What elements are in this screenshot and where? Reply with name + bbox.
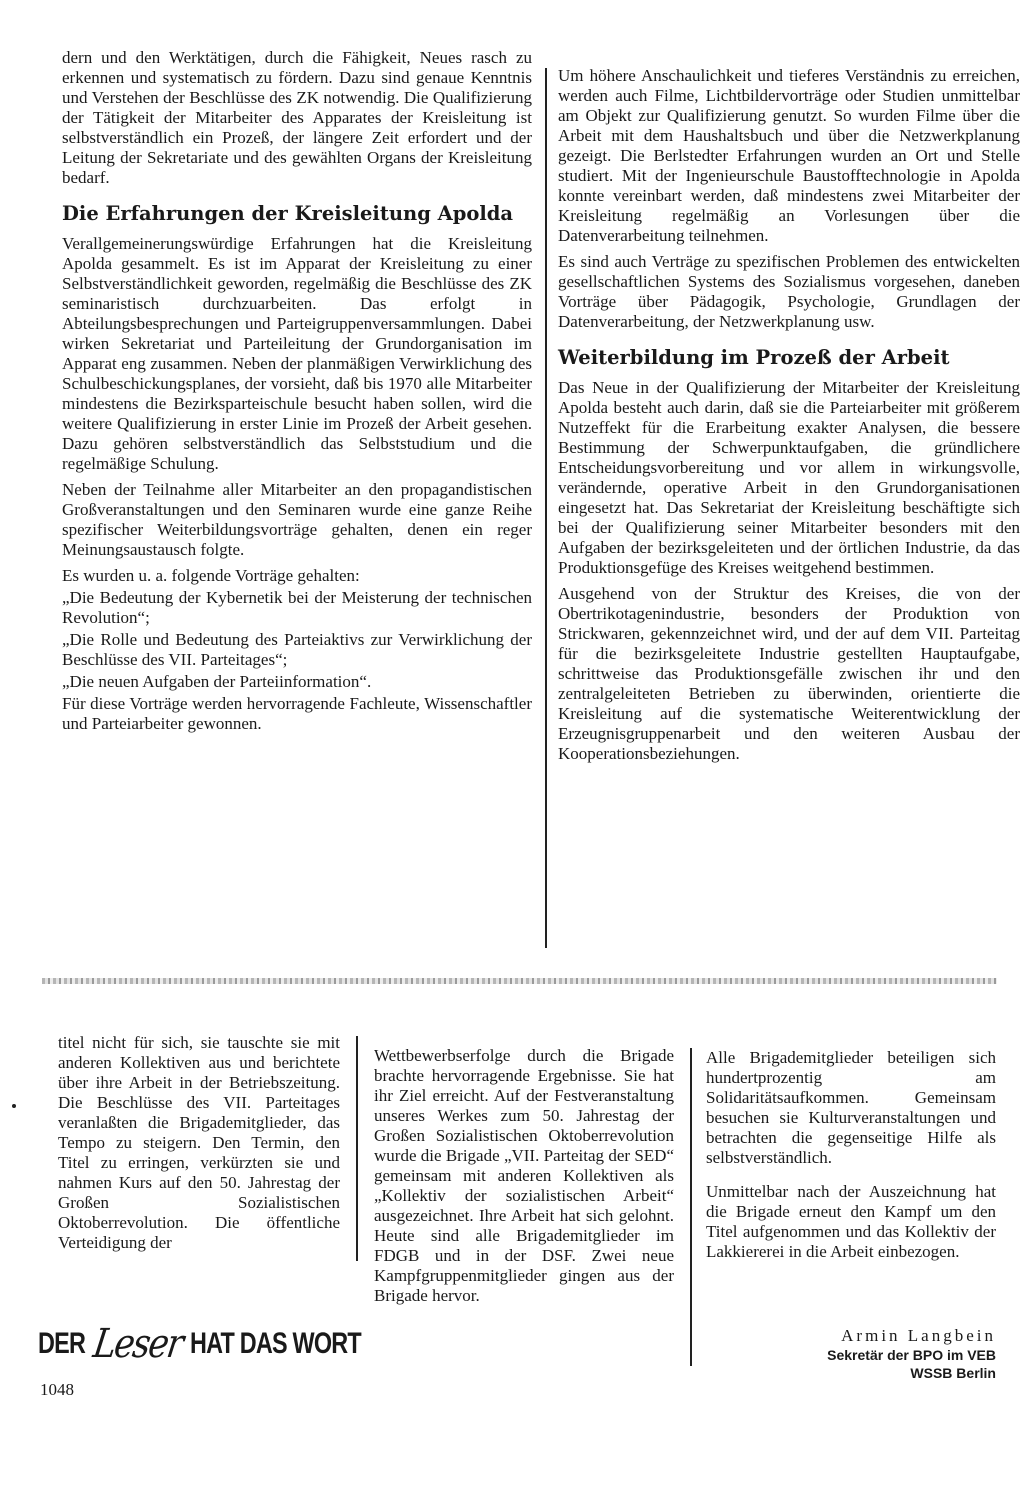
section-heading-weiterbildung: Weiterbildung im Prozeß der Arbeit bbox=[558, 346, 950, 369]
column-rule bbox=[545, 68, 547, 948]
article-paragraph: Das Neue in der Qualifizierung der Mitarbeiter der Kreisleitung Apolda besteht auch darin, daß sie die Parteiarbeiter mit größerem Nutzeffekt für die Erarbeitung exakter Analysen, die bessere Bestimmung der Schwerpunktaufgaben, die gründlichere Entscheidungsvorbereitung und vor allem in wirkungsvolle, verändernde, operative Arbeit in den Grundorganisationen eingesetzt hat. Das Sekretariat der Kreisleitung beschäftigte sich bei der Qualifizierung seiner Mitarbeiter besonders mit den Aufgaben der bezirksgeleiteten und der örtlichen Industrie, da das Produktionsgefüge des Kreises weitgehend bestimmen. bbox=[558, 378, 1020, 577]
article-paragraph: Neben der Teilnahme aller Mitarbeiter an den propagandistischen Großveranstaltungen und den Seminaren wurde eine ganze Reihe spezifischer Weiterbildungsvorträge gehalten, denen ein reger Meinungsaustausch folgte. bbox=[62, 480, 532, 559]
section-heading-apolda: Die Erfahrungen der Kreisleitung Apolda bbox=[62, 202, 514, 225]
article-paragraph: Für diese Vorträge werden hervorragende Fachleute, Wissenschaftler und Parteiarbeiter gewonnen. bbox=[62, 694, 532, 733]
lecture-quote: „Die Rolle und Bedeutung des Parteiaktivs zur Verwirklichung der Beschlüsse des VII. Parteitages“; bbox=[62, 630, 532, 669]
letter-paragraph: Alle Brigademitglieder beteiligen sich hundertprozentig am Solidaritätsaufkommen. Gemeinsam besuchen sie Kulturveranstaltungen und betrachten die gegenseitige Hilfe als selbstverständlich. bbox=[706, 1048, 996, 1167]
article-paragraph: Es wurden u. a. folgende Vorträge gehalten: bbox=[62, 566, 360, 585]
article-intro-paragraph: dern und den Werktätigen, durch die Fähigkeit, Neues rasch zu erkennen und systematisch zu fördern. Dazu sind genaue Kenntnis und Verstehen der Beschlüsse des ZK notwendig. Die Qualifizierung der Tätigkeit der Mitarbeiter des Apparates der Kreisleitung ist selbstverständlich ein Prozeß, der längere Zeit erfordert und der Leitung der Sekretariate und des gewählten Organs der Kreisleitung bedarf. bbox=[62, 48, 532, 187]
author-role: Sekretär der BPO im VEB bbox=[827, 1347, 996, 1363]
lecture-quote: „Die neuen Aufgaben der Parteiinformation“. bbox=[62, 672, 372, 691]
logo-hat-das-wort: HAT DAS WORT bbox=[189, 1327, 361, 1360]
leser-hat-das-wort-logo bbox=[38, 1316, 361, 1372]
letter-paragraph: Wettbewerbserfolge durch die Brigade brachte hervorragende Ergebnisse. Sie hat ihr Ziel erreicht. Auf der Festveranstaltung unseres Werkes zum 50. Jahrestag der Großen Sozialistischen Oktoberrevolution wurde die Brigade „VII. Parteitag der SED“ gemeinsam mit anderen Kollektiven als „Kollektiv der sozialistischen Arbeit“ ausgezeichnet. Ihre Arbeit hat sich gelohnt. Heute sind alle Brigademitglieder im FDGB und in der DSF. Zwei neue Kampfgruppenmitglieder gingen aus der Brigade hervor. bbox=[374, 1046, 674, 1305]
article-column-left bbox=[62, 48, 532, 740]
signature-block bbox=[706, 1326, 996, 1382]
column-rule bbox=[356, 1036, 358, 1261]
article-column-right bbox=[558, 66, 1020, 770]
article-paragraph: Ausgehend von der Struktur des Kreises, die von der Obertrikotagenindustrie, besonders der Produktion von Strickwaren, gekennzeichnet wird, und der auf dem VII. Parteitag für die bezirksgeleitete Industrie gestellten Hauptaufgabe, schrittweise das Produktionsgefälle zwischen ihr und den zentralgeleiteten Betrieben zu überwinden, orientierte die Kreisleitung auf die systematische Weiterentwicklung der Erzeugnisgruppenarbeit und den weiteren Ausbau der Kooperationsbeziehungen. bbox=[558, 584, 1020, 763]
logo-leser-script: Leser bbox=[90, 1321, 186, 1367]
letter-column-3 bbox=[706, 1048, 996, 1268]
page-number: 1048 bbox=[40, 1380, 74, 1399]
lecture-quote: „Die Bedeutung der Kybernetik bei der Meisterung der technischen Revolution“; bbox=[62, 588, 532, 627]
margin-dot bbox=[12, 1104, 16, 1108]
author-organization: WSSB Berlin bbox=[910, 1365, 996, 1381]
letter-column-1 bbox=[58, 1033, 340, 1259]
section-divider bbox=[42, 978, 997, 984]
article-paragraph: Es sind auch Verträge zu spezifischen Problemen des entwickelten gesellschaftlichen Systems des Sozialismus vorgesehen, daneben Vorträge über Pädagogik, Psychologie, Grundlagen der Datenverarbeitung, der Netzwerkplanung usw. bbox=[558, 252, 1020, 331]
column-rule bbox=[690, 1048, 692, 1366]
author-name: Armin Langbein bbox=[841, 1326, 996, 1345]
letter-column-2 bbox=[374, 1046, 674, 1312]
letter-paragraph: Unmittelbar nach der Auszeichnung hat die Brigade erneut den Kampf um den Titel aufgenommen und das Kollektiv der Lakkiererei in die Arbeit einbezogen. bbox=[706, 1182, 996, 1261]
logo-der: DER bbox=[38, 1327, 86, 1360]
letter-paragraph: titel nicht für sich, sie tauschte sie mit anderen Kollektiven aus und berichtete über ihre Arbeit in der Betriebszeitung. Die Beschlüsse des VII. Parteitages veranlaßten die Brigademitglieder, das Tempo zu steigern. Den Termin, den Titel zu erringen, verkürzten sie und nahmen Kurs auf den 50. Jahrestag der Großen Sozialistischen Oktoberrevolution. Die öffentliche Verteidigung der bbox=[58, 1033, 340, 1252]
article-paragraph: Verallgemeinerungswürdige Erfahrungen hat die Kreisleitung Apolda gesammelt. Es ist im Apparat der Kreisleitung zu einer Selbstverständlichkeit geworden, regelmäßig die Beschlüsse des ZK seminaristisch durchzuarbeiten. Das erfolgt in Abteilungsbesprechungen und Parteigruppenversammlungen. Dabei wirken Sekretariat und Parteileitung der Grundorganisation im Apparat eng zusammen. Neben der planmäßigen Verwirklichung des Schulbeschickungsplanes, der vorsieht, daß bis 1970 alle Mitarbeiter mindestens die Bezirksparteischule besucht haben sollen, wird die weitere Qualifizierung in erster Linie im Prozeß der Arbeit gesehen. Dazu gehören selbstverständlich das Selbststudium und die regelmäßige Schulung. bbox=[62, 234, 532, 473]
article-paragraph: Um höhere Anschaulichkeit und tieferes Verständnis zu erreichen, werden auch Filme, Lichtbildervorträge oder Studien unmittelbar am Objekt zur Qualifizierung genutzt. So wurden Filme über die Arbeit mit dem Haushaltsbuch und über die Netzwerkplanung gezeigt. Die Berlstedter Erfahrungen wurden an Ort und Stelle studiert. Mit der Ingenieurschule Baustofftechnologie in Apolda konnte vereinbart werden, daß mindestens zwei Mitarbeiter der Kreisleitung regelmäßig an Vorlesungen über die Datenverarbeitung teilnehmen. bbox=[558, 66, 1020, 245]
